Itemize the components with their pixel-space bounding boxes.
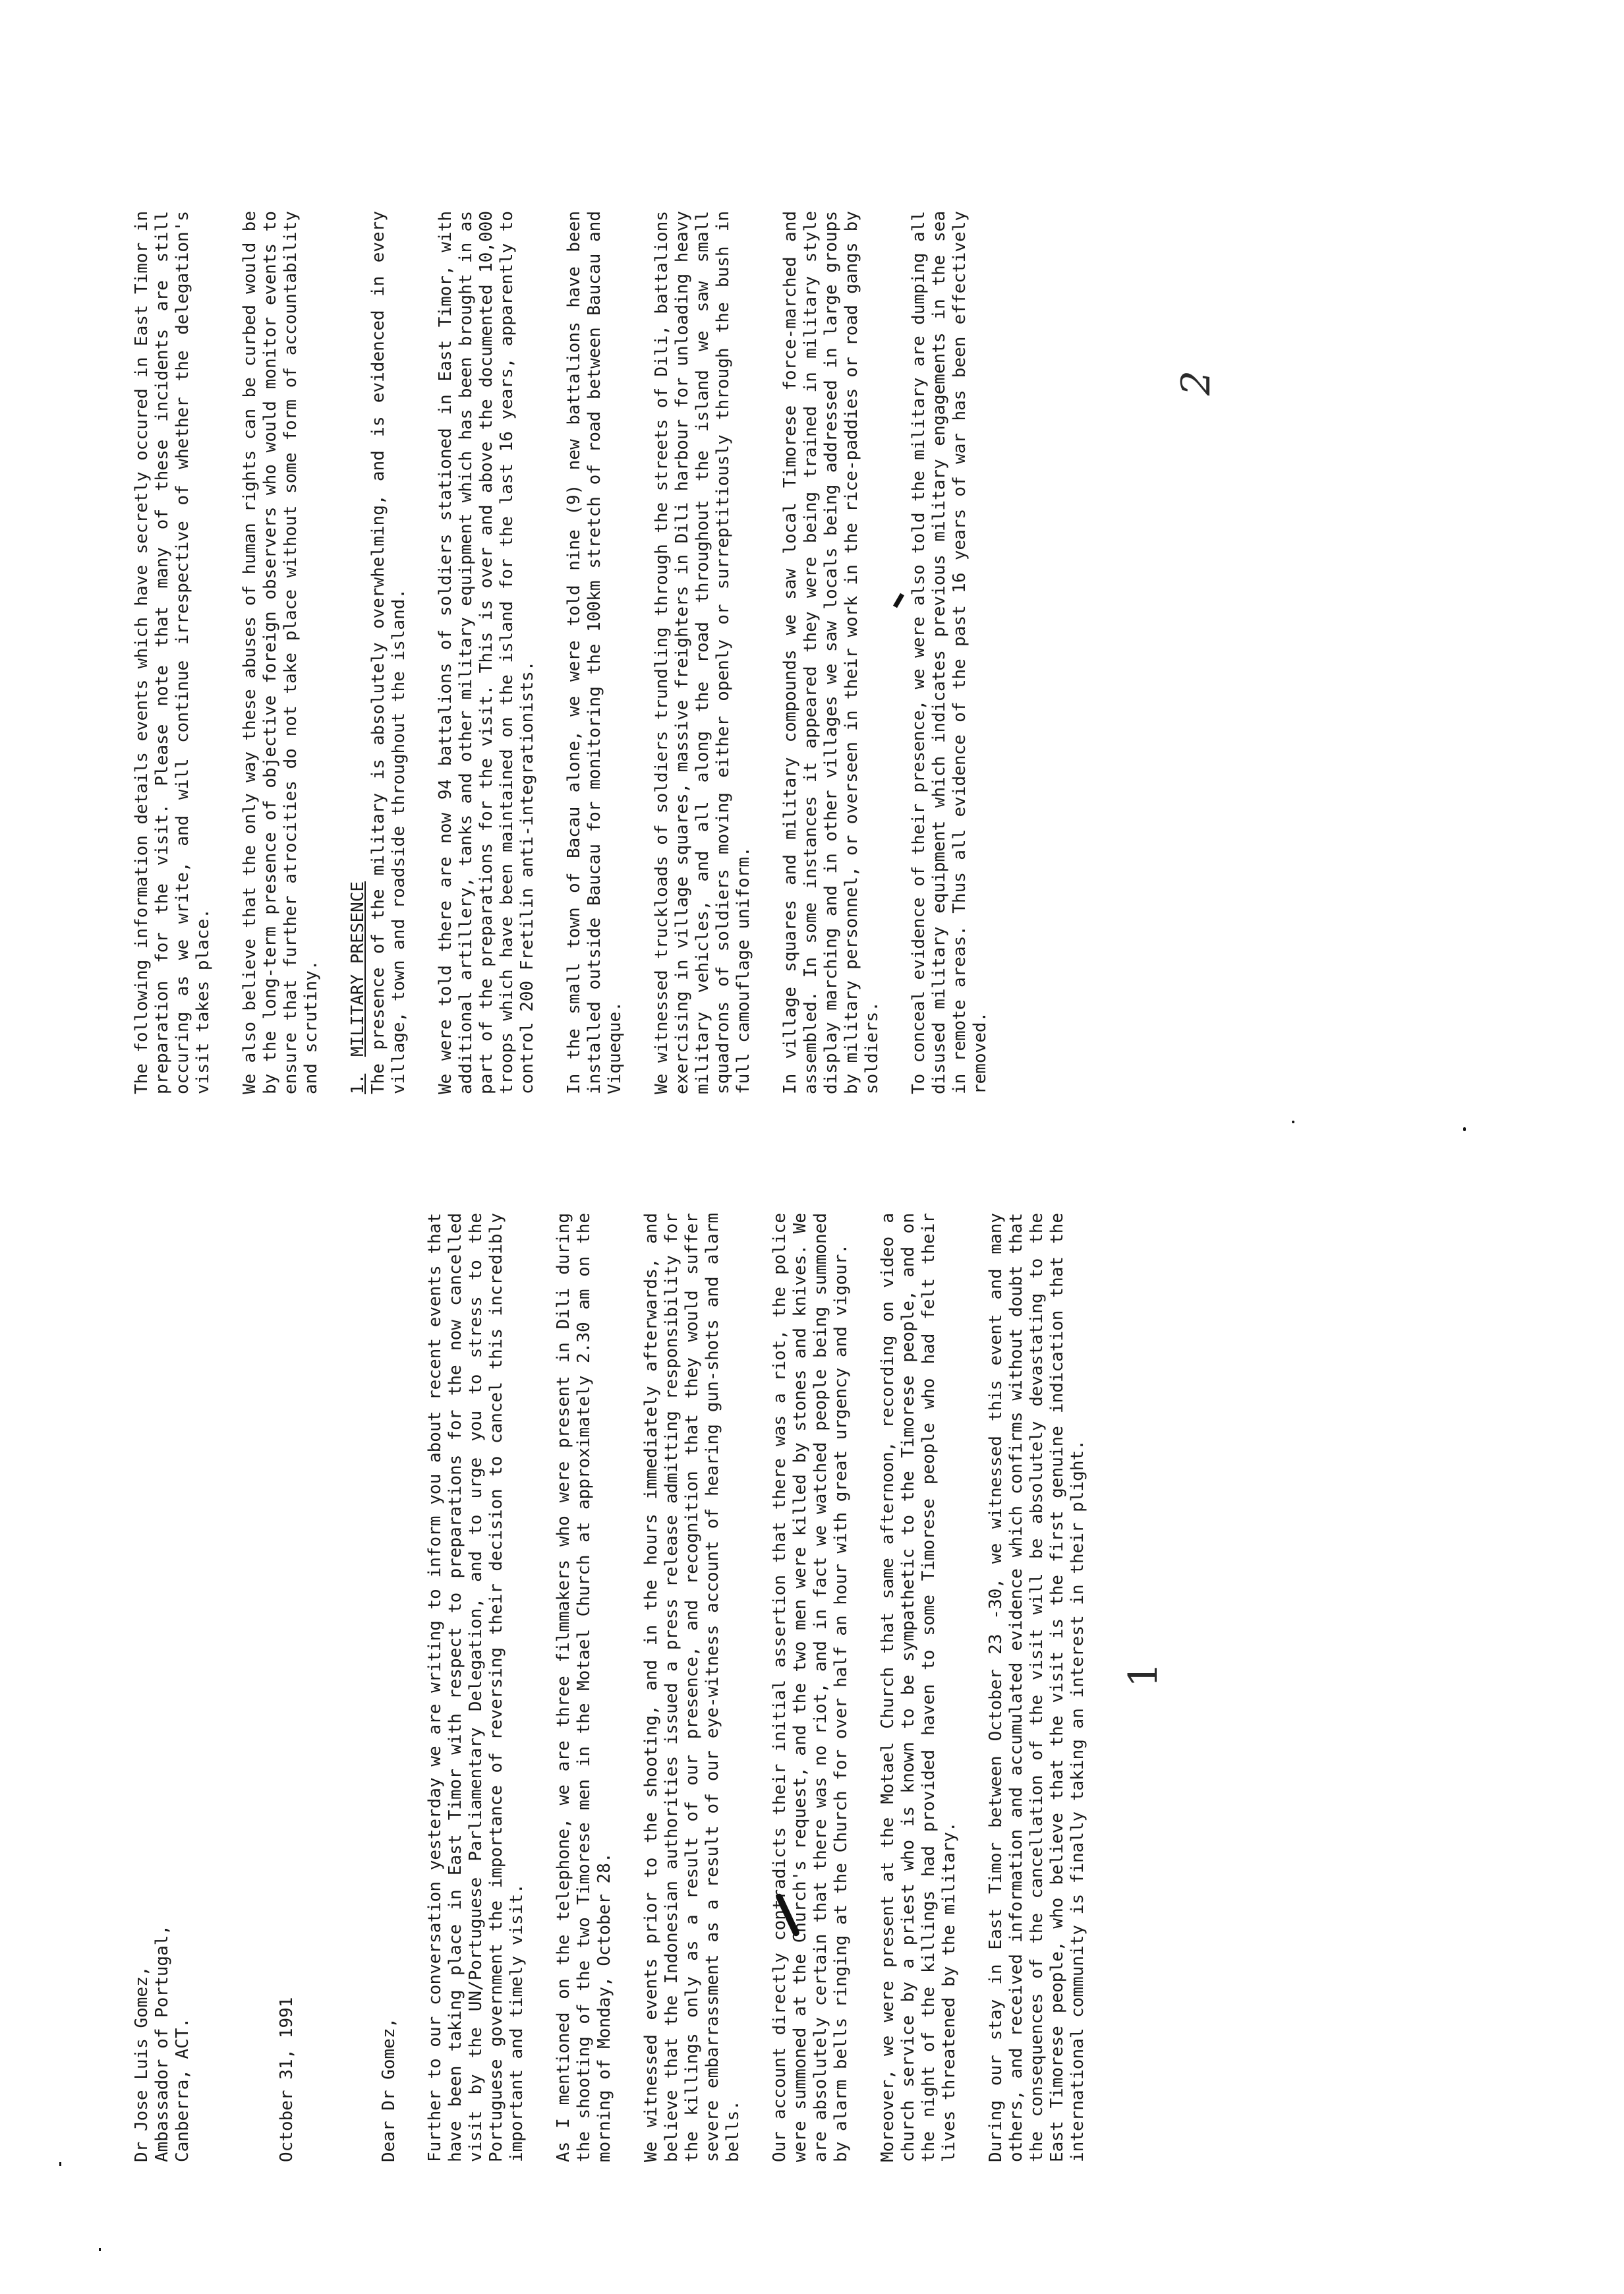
paragraph: To conceal evidence of their presence, we were also told the military are dumping all disused military equipment which indicates previous military engagements in the sea in remote areas. Thus all evidence of the past 16 years of war has been effectively removed. (909, 211, 990, 1094)
letter-date: October 31, 1991 (277, 1997, 297, 2162)
paragraph: During our stay in East Timor between October 23 -30, we witnessed this event and many others, and received information and accumulated evidence which confirms without doubt that the consequences of the cancellation of the visit will be absolutely devastating to the East Timorese people, who believe that the visit is the first genuine indication that the international community is finally taking an interest in their plight. (986, 1213, 1088, 2162)
scan-speck (59, 2162, 61, 2166)
paragraph: We were told there are now 94 battalions of soldiers stationed in East Timor, with additional artillery, tanks and other military equipment which has been brought in as part of the preparations for the visit. This is over and above the documented 10,000 troops which have been maintained on the island for the last 16 years, apparently to control 200 Fretilin anti-integrationists. (436, 211, 537, 1094)
paragraph: In village squares and military compounds we saw local Timorese force-marched and assembled. In some instances it appeared they were being trained in military style display marching and in other villages we saw locals being addressed in large groups by military personnel, or overseen in their work in the rice-paddies or road gangs by soldiers. (780, 211, 882, 1094)
paragraph: We also believe that the only way these abuses of human rights can be curbed would be by the long-term presence of objective foreign observers who would monitor events to ensure that further atrocities do not take place without some form of accountability and scrutiny. (240, 211, 321, 1094)
paragraph: We witnessed events prior to the shooting, and in the hours immediately afterwards, and believe that the Indonesian authorities issued a press release admitting responsibility for the killings only as a result of our presence, and recognition that they would suffer severe embarrassment as a result of our eye-witness account of hearing gun-shots and alarm bells. (641, 1213, 743, 2162)
paragraph: Our account directly contradicts their initial assertion that there was a riot, the police were summoned at the Church's request, and the two men were killed by stones and knives. We are absolutely certain that there was no riot, and in fact we watched people being summoned by alarm bells ringing at the Church for over half an hour with great urgency and vigour. (770, 1213, 851, 2162)
paragraph: The presence of the military is absolutely overwhelming, and is evidenced in every village, town and roadside throughout the island. (368, 211, 409, 1094)
paragraph: We witnessed truckloads of soldiers trundling through the streets of Dili, battalions exercising in village squares, massive freighters in Dili harbour for unloading heavy military vehicles, and all along the road throughout the island we saw small squadrons of soldiers moving either openly or surreptitiously through the bush in full camouflage uniform. (652, 211, 753, 1094)
recipient-line: Canberra, ACT. (173, 2017, 192, 2162)
scan-speck (99, 2248, 101, 2251)
page-number-2: 2 (1173, 370, 1219, 396)
salutation: Dear Dr Gomez, (379, 2017, 399, 2162)
paragraph: Moreover, we were present at the Motael Church that same afternoon, recording on video a church service by a priest who is known to be sympathetic to the Timorese people, and on the night of the killings had provided haven to some Timorese people who had felt their lives threatened by the military. (878, 1213, 959, 2162)
section-number: 1. (348, 1073, 368, 1094)
page-1-body (425, 1213, 1115, 2162)
recipient-line: Dr Jose Luis Gomez, (132, 1966, 152, 2162)
paragraph: The following information details events which have secretly occured in East Timor in preparation for the visit. Please note that many of these incidents are still occuring as we write, and will continue irrespective of whether the delegation's visit takes place. (132, 211, 213, 1094)
scan-speck (1463, 1127, 1466, 1131)
section-title: MILITARY PRESENCE (348, 881, 368, 1057)
page-number-1: 1 (1120, 1662, 1167, 1688)
scan-speck (1292, 1121, 1294, 1123)
paragraph: In the small town of Bacau alone, we were told nine (9) new battalions have been installed outside Baucau for monitoring the 100km stretch of road between Baucau and Viqueque. (564, 211, 625, 1094)
paragraph: As I mentioned on the telephone, we are three filmmakers who were present in Dili during the shooting of the two Timorese men in the Motael Church at approximately 2.30 am on the morning of Monday, October 28. (554, 1213, 614, 2162)
recipient-line: Ambassador of Portugal, (152, 1924, 172, 2162)
paragraph: Further to our conversation yesterday we are writing to inform you about recent events that have been taking place in East Timor with respect to preparations for the now cancelled visit by the UN/Portuguese Parliamentary Delegation, and to urge you to stress to the Portuguese government the importance of reversing their decision to cancel this incredibly important and timely visit. (425, 1213, 527, 2162)
letter-page-1 (132, 1213, 1213, 2162)
rotated-letter-spread (132, 132, 1219, 2162)
page-2-body (132, 211, 1017, 1094)
section-heading (348, 211, 368, 1094)
letter-page-2 (132, 211, 1213, 1094)
recipient-address (132, 1925, 193, 2162)
